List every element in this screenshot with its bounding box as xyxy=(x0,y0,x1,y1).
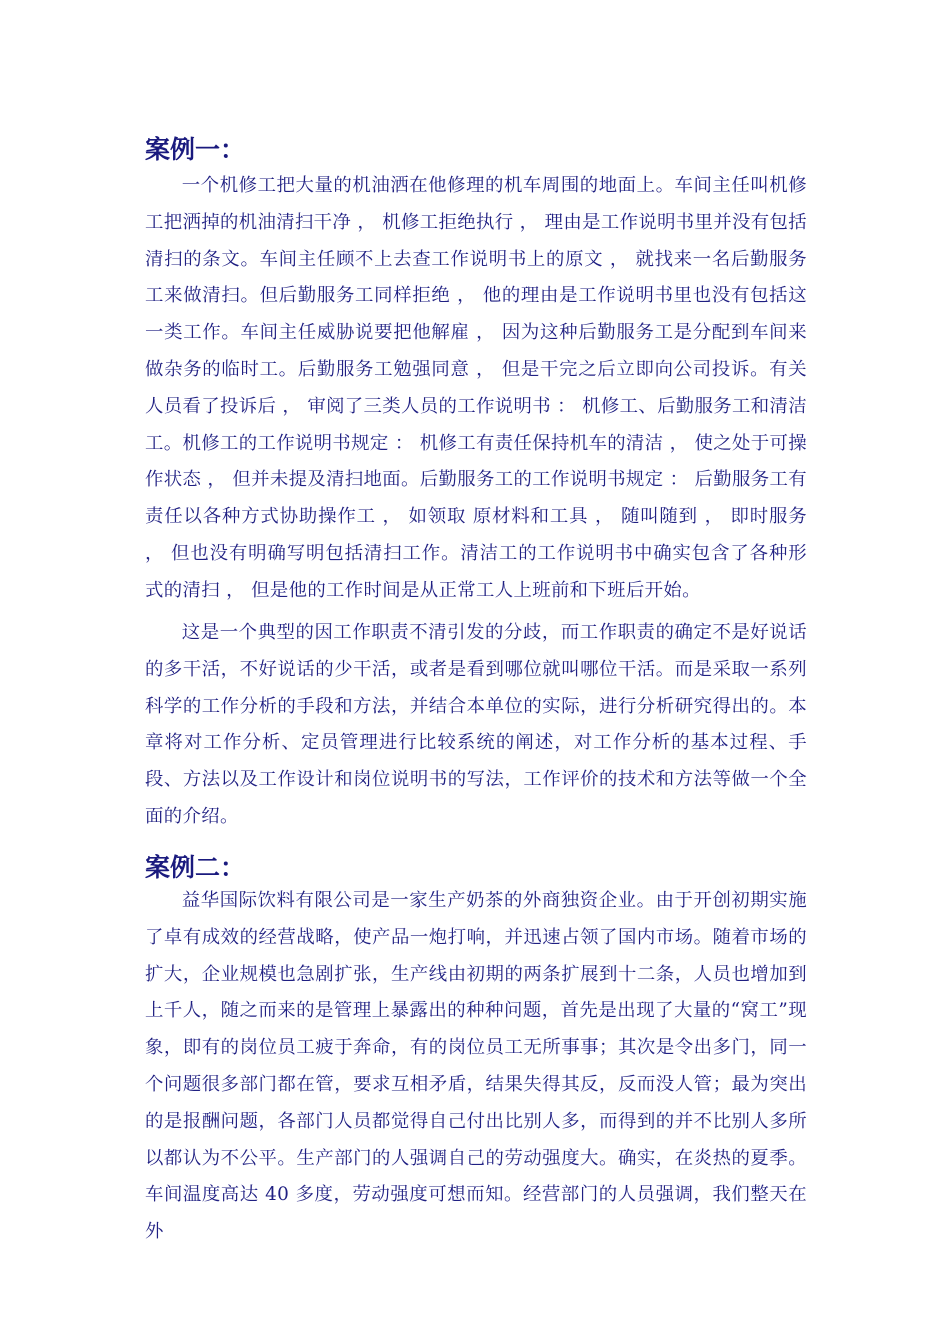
case-two-heading: 案例二： xyxy=(145,853,246,882)
case-one-paragraph-2: 这是一个典型的因工作职责不清引发的分歧，而工作职责的确定不是好说话的多干活，不好说话的少干活，或者是看到哪位就叫哪位干活。而是采取一系列科学的工作分析的手段和方法，并结合本单位的实际，进行分析研究得出的。本章将对工作分析、定员管理进行比较系统的阐述，对工作分析的基本过程、手段、方法以及工作设计和岗位说明书的写法，工作评价的技术和方法等做一个全面的介绍。 xyxy=(145,622,807,827)
case-two-paragraph-1: 益华国际饮料有限公司是一家生产奶茶的外商独资企业。由于开创初期实施了卓有成效的经营战略，使产品一炮打响，并迅速占领了国内市场。随着市场的扩大，企业规模也急剧扩张，生产线由初期的两条扩展到十二条，人员也增加到上千人，随之而来的是管理上暴露出的种种问题，首先是出现了大量的“窝工”现象，即有的岗位员工疲于奔命，有的岗位员工无所事事；其次是令出多门，同一个问题很多部门都在管，要求互相矛盾，结果失得其反，反而没人管；最为突出的是报酬问题，各部门人员都觉得自己付出比别人多，而得到的并不比别人多所以都认为不公平。生产部门的人强调自己的劳动强度大。确实，在炎热的夏季。车间温度高达 40 多度，劳动强度可想而知。经营部门的人员强调，我们整天在外 xyxy=(145,890,807,1243)
case-one-heading: 案例一： xyxy=(145,135,246,164)
case-one-paragraph-1: 一个机修工把大量的机油洒在他修理的机车周围的地面上。车间主任叫机修工把洒掉的机油清扫干净 ， 机修工拒绝执行 ， 理由是工作说明书里并没有包括清扫的条文。车间主任顾不上去查工作说明书上的原文 ， 就找来一名后勤服务工来做清扫。但后勤服务工同样拒绝 ， 他的理由是工作说明书里也没有包括这一类工作。车间主任威胁说要把他解雇 ， 因为这种后勤服务工是分配到车间来做杂务的临时工。后勤服务工勉强同意 ， 但是干完之后立即向公司投诉。有关人员看了投诉后 ， 审阅了三类人员的工作说明书 ： 机修工、后勤服务工和清洁工。机修工的工作说明书规定 ： 机修工有责任保持机车的清洁 ， 使之处于可操作状态 ， 但并未提及清扫地面。后勤服务工的工作说明书规定 ： 后勤服务工有责任以各种方式协助操作工 ， 如领取 原材料和工具 ， 随叫随到 ， 即时服务 ， 但也没有明确写明包括清扫工作。清洁工的工作说明书中确实包含了各种形式的清扫 ， 但是他的工作时间是从正常工人上班前和下班后开始。 xyxy=(145,175,807,601)
